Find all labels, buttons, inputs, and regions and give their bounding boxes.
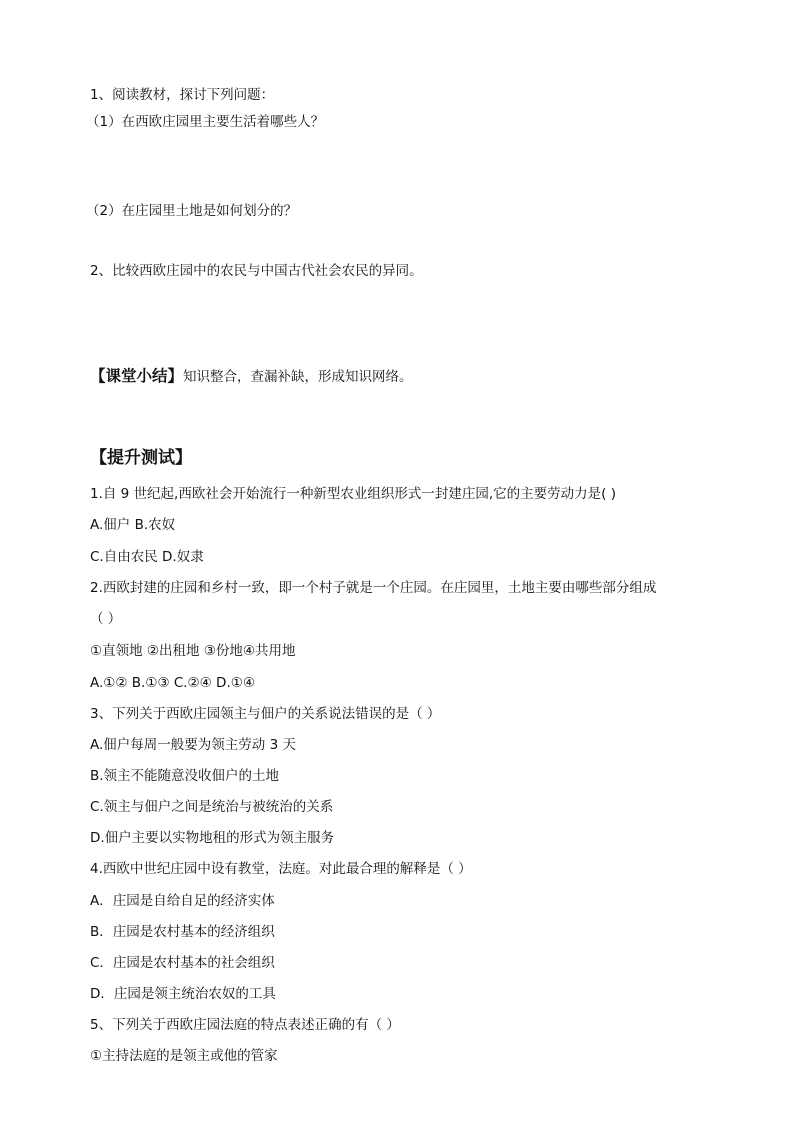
test-q4-option-a: A．庄园是自给自足的经济实体 [90,893,275,909]
test-q3-option-b: B.领主不能随意没收佃户的土地 [90,768,280,784]
test-q2-stem-line1: 2.西欧封建的庄园和乡村一致，即一个村子就是一个庄园。在庄园里，土地主要由哪些部分组成 [90,580,657,596]
test-q1-options-cd: C.自由农民 D.奴隶 [90,549,204,565]
test-q5-stem: 5、下列关于西欧庄园法庭的特点表述正确的有（ ） [90,1017,400,1033]
test-q1-options-ab: A.佃户 B.农奴 [90,517,176,533]
test-q4-option-c: C．庄园是农村基本的社会组织 [90,955,275,971]
test-q5-item1: ①主持法庭的是领主或他的管家 [90,1048,278,1064]
test-q3-stem: 3、下列关于西欧庄园领主与佃户的关系说法错误的是（ ） [90,706,441,722]
test-q4-option-b: B．庄园是农村基本的经济组织 [90,924,275,940]
test-q4-option-d: D．庄园是领主统治农奴的工具 [90,986,276,1002]
preview-q1-sub2: （2）在庄园里土地是如何划分的？ [86,203,298,219]
test-q2-options: A.①② B.①③ C.②④ D.①④ [90,675,255,691]
test-q3-option-d: D.佃户主要以实物地租的形式为领主服务 [90,830,335,846]
summary-text: 知识整合，查漏补缺，形成知识网络。 [183,369,413,385]
summary-heading: 【课堂小结】 [90,367,184,385]
preview-q1-intro: 1、阅读教材，探讨下列问题： [90,87,275,103]
test-heading: 【提升测试】 [90,448,192,468]
test-q2-stem-line2: （ ） [90,611,122,627]
test-q2-items: ①直领地 ②出租地 ③份地④共用地 [90,643,296,659]
test-q3-option-c: C.领主与佃户之间是统治与被统治的关系 [90,799,334,815]
test-q3-option-a: A.佃户每周一般要为领主劳动 3 天 [90,737,296,753]
preview-q1-sub1: （1）在西欧庄园里主要生活着哪些人？ [86,114,325,130]
preview-q2: 2、比较西欧庄园中的农民与中国古代社会农民的异同。 [90,263,423,279]
test-q4-stem: 4.西欧中世纪庄园中设有教堂，法庭。对此最合理的解释是（ ） [90,861,472,877]
summary-line [90,367,413,386]
test-q1-stem: 1.自 9 世纪起,西欧社会开始流行一种新型农业组织形式一封建庄园,它的主要劳动力是( ) [90,486,616,502]
